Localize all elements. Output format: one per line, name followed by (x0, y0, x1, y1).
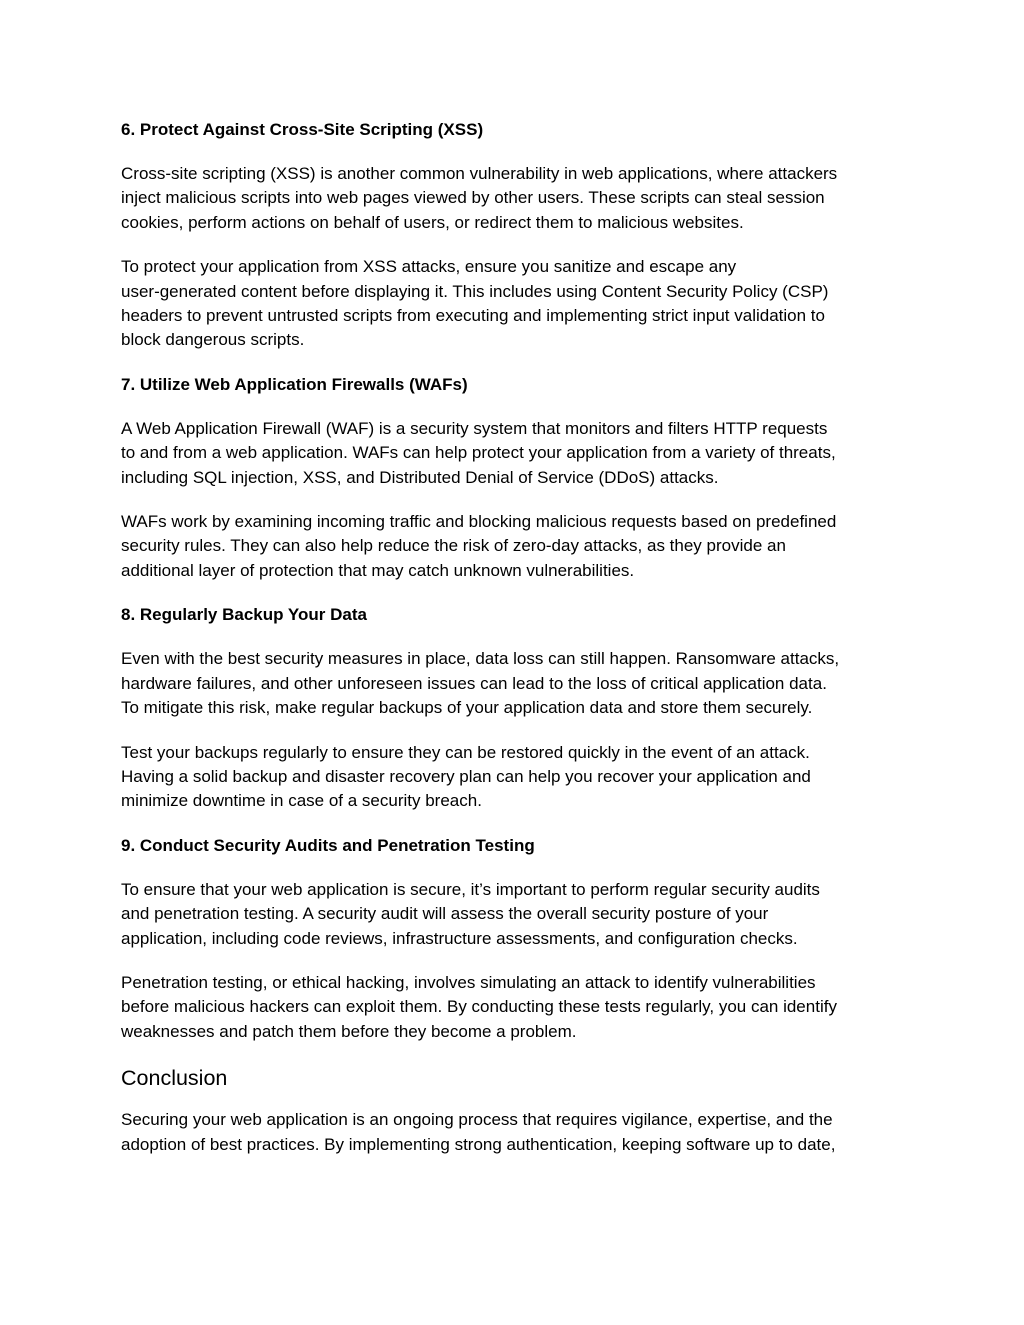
paragraph-line: headers to prevent untrusted scripts from executing and implementing strict input validation to (121, 306, 825, 326)
paragraph-line: Penetration testing, or ethical hacking, involves simulating an attack to identify vulnerabilities (121, 972, 816, 992)
paragraph-line: cookies, perform actions on behalf of users, or redirect them to malicious websites. (121, 212, 744, 232)
paragraph-line: A Web Application Firewall (WAF) is a security system that monitors and filters HTTP requests (121, 418, 828, 438)
conclusion-heading: Conclusion (121, 1066, 228, 1091)
paragraph (121, 510, 906, 583)
paragraph-line: Having a solid backup and disaster recovery plan can help you recover your application and (121, 766, 811, 786)
paragraph-line: to and from a web application. WAFs can help protect your application from a variety of threats, (121, 443, 836, 463)
paragraph (121, 741, 906, 814)
paragraph-line: WAFs work by examining incoming traffic and blocking malicious requests based on predefined (121, 512, 837, 532)
paragraph (121, 417, 906, 490)
paragraph-line: hardware failures, and other unforeseen issues can lead to the loss of critical application data. (121, 673, 827, 693)
paragraph (121, 647, 906, 720)
paragraph-line: Even with the best security measures in place, data loss can still happen. Ransomware attacks, (121, 649, 840, 669)
paragraph-line: Test your backups regularly to ensure they can be restored quickly in the event of an attack. (121, 742, 810, 762)
section-heading-audits: 9. Conduct Security Audits and Penetration Testing (121, 835, 535, 855)
paragraph (121, 162, 906, 235)
paragraph-line: before malicious hackers can exploit them. By conducting these tests regularly, you can identify (121, 997, 837, 1017)
section-heading-waf: 7. Utilize Web Application Firewalls (WAFs) (121, 374, 468, 394)
paragraph-line: To mitigate this risk, make regular backups of your application data and store them securely. (121, 698, 813, 718)
paragraph-line: To protect your application from XSS attacks, ensure you sanitize and escape any (121, 257, 737, 277)
section-heading-backup: 8. Regularly Backup Your Data (121, 605, 367, 625)
paragraph-line: Cross-site scripting (XSS) is another common vulnerability in web applications, where attackers (121, 164, 838, 183)
paragraph-line: inject malicious scripts into web pages viewed by other users. These scripts can steal session (121, 188, 825, 208)
paragraph-line: block dangerous scripts. (121, 330, 305, 350)
paragraph-line: additional layer of protection that may catch unknown vulnerabilities. (121, 560, 635, 580)
paragraph-line: user-generated content before displaying it. This includes using Content Security Policy (CSP) (121, 281, 829, 301)
paragraph (121, 971, 906, 1044)
paragraph-line: security rules. They can also help reduce the risk of zero-day attacks, as they provide an (121, 536, 786, 556)
document-page (121, 118, 906, 1177)
paragraph (121, 255, 906, 353)
section-heading-xss: 6. Protect Against Cross-Site Scripting (XSS) (121, 120, 484, 139)
paragraph-line: weaknesses and patch them before they become a problem. (121, 1021, 577, 1041)
paragraph-line: To ensure that your web application is secure, it’s important to perform regular security audits (121, 879, 820, 899)
paragraph-line: application, including code reviews, infrastructure assessments, and configuration checks. (121, 928, 798, 948)
paragraph (121, 1108, 906, 1157)
paragraph-line: and penetration testing. A security audit will assess the overall security posture of your (121, 904, 769, 924)
paragraph-line: minimize downtime in case of a security breach. (121, 791, 482, 811)
paragraph (121, 878, 906, 951)
paragraph-line: including SQL injection, XSS, and Distributed Denial of Service (DDoS) attacks. (121, 467, 719, 487)
paragraph-line: adoption of best practices. By implementing strong authentication, keeping software up to date, (121, 1134, 836, 1154)
paragraph-line: Securing your web application is an ongoing process that requires vigilance, expertise, and the (121, 1110, 833, 1130)
